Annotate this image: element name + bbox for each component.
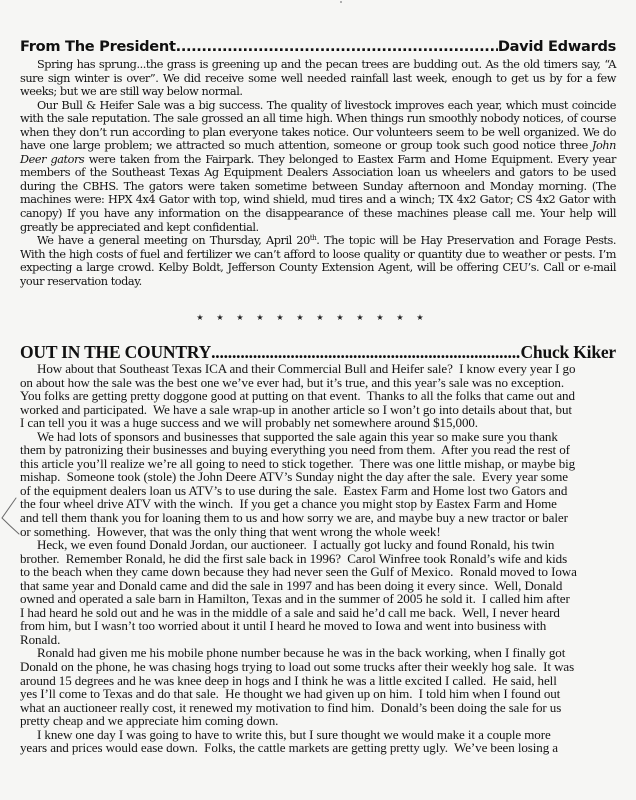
text-line: what an auctioneer really cost, it renewed my motivation to find him. Donald’s been doing the sale for us xyxy=(20,699,562,715)
text-line: that same year and Donald came and did the sale in 1997 and has been doing it every since. Well, Donald xyxy=(20,577,563,593)
paragraph xyxy=(20,99,616,234)
article-body-country xyxy=(20,362,616,755)
text-line: of the equipment dealers loan us ATV’s to use during the sale. Eastex Farm and Home lost two Gators and xyxy=(20,482,568,498)
text-line: to the beach when they came down because they had never seen the Gulf of Mexico. Ronald moved to Iowa xyxy=(20,564,577,580)
paragraph xyxy=(20,234,616,288)
text-line: pretty cheap and we appreciate him coming down. xyxy=(20,713,279,729)
text-line: years and prices would ease down. Folks, the cattle markets are getting pretty ugly. We’ve been losing a xyxy=(20,740,558,756)
star-icon: ★ xyxy=(396,313,404,322)
paragraph xyxy=(20,58,616,99)
star-icon: ★ xyxy=(216,313,224,322)
star-icon: ★ xyxy=(236,313,244,322)
text-line: Ronald had given me his mobile phone number because he was in the back working, when I finally got xyxy=(37,645,566,661)
star-icon: ★ xyxy=(316,313,324,322)
article-title: OUT IN THE COUNTRY xyxy=(20,342,212,362)
paragraph-text: Our Bull & Heifer Sale was a big success. The quality of livestock improves each year, which must coincide with the sale reputation. The sale grossed an all time high. When things run smoothly nobody notices, of course when they don’t run according to plan everyone takes notice. Our volunteers seem to be well organized. We do have one large problem; we attracted so much attention, someone or group took such good notice three xyxy=(20,98,616,153)
text-line: brother. Remember Ronald, he did the first sale back in 1996? Carol Winfree took Ronald’s wife and kids xyxy=(20,550,568,566)
star-icon: ★ xyxy=(256,313,264,322)
article-body-president xyxy=(20,58,616,288)
italic-text: John Deer gators xyxy=(20,139,616,166)
star-icon: ★ xyxy=(196,313,204,322)
article-author: David Edwards xyxy=(497,38,616,55)
text-line: on about how the sale was the best one we’ve ever had, but it’s true, and this year’s sale was no exception. xyxy=(20,374,565,390)
star-separator xyxy=(190,313,430,322)
text-line: them by patronizing their businesses and buying everything you need from them. After you read the rest of xyxy=(20,442,570,458)
paragraph xyxy=(20,430,616,538)
text-line: from him, but I wasn’t too worried about it until I heard he moved to Iowa and went into business with xyxy=(20,618,547,634)
dot-leader xyxy=(211,342,520,363)
star-icon: ★ xyxy=(276,313,284,322)
star-icon: ★ xyxy=(296,313,304,322)
paragraph-text: . The topic will be Hay Preservation and Forage Pests. With the high costs of fuel and fertilizer we can’t afford to loose quality or quantity due to weather or pests. I’m expecting a large crowd. Kelby Boldt, Jefferson County Extension Agent, will be offering CEU’s. Call or e-mail your reservation today. xyxy=(20,234,616,288)
text-line: owned and operated a sale barn in Hamilton, Texas and in the summer of 2005 he sold it. I called him after xyxy=(20,591,570,607)
text-line: I can tell you it was a huge success and we will probably net somewhere around $15,000. xyxy=(20,415,478,431)
text-line: I knew one day I was going to have to write this, but I sure thought we would make it a couple more xyxy=(37,726,551,742)
text-line: around 15 degrees and he was knee deep in hogs and I think he was a little excited I called. He said, hell xyxy=(20,672,557,688)
ordinal-suffix: th xyxy=(309,234,317,243)
text-line: You folks are getting pretty doggone good at putting on that event. Thanks to all the folks that came out and xyxy=(20,388,575,404)
text-line: I had heard he sold out and he was in the middle of a sale and said he’d call me back. Well, I never heard xyxy=(20,604,560,620)
paragraph-text: Spring has sprung...the grass is greening up and the pecan trees are budding out. As the old timers say, “A sure sign winter is over”. We did receive some well needed rainfall last week, enough to get us by for a few weeks; but we are still way below normal. xyxy=(20,58,616,99)
paragraph xyxy=(20,646,616,727)
star-icon: ★ xyxy=(376,313,384,322)
text-line: We had lots of sponsors and businesses that supported the sale again this year so make sure you thank xyxy=(37,428,558,444)
paragraph-text: were taken from the Fairpark. They belonged to Eastex Farm and Home Equipment. Every year members of the Southeast Texas Ag Equipment Dealers Association loan us wheelers and gators to be used during the CBHS. The gators were taken sometime between Sunday afternoon and Monday morning. (The machines were: HPX 4x4 Gator with top, wind shield, mud tires and a winch; TX 4x2 Gator; CS 4x2 Gator with canopy) If you have any information on the disappearance of these machines please call me. Your help will greatly be appreciated and kept confidential. xyxy=(20,152,616,234)
article-heading-country xyxy=(20,342,616,363)
margin-annotation-mark xyxy=(0,496,22,542)
text-line: Ronald. xyxy=(20,631,61,647)
text-line: worked and participated. We have a sale wrap-up in another article so I won’t go into details about that, but xyxy=(20,401,572,417)
text-line: the four wheel drive ATV with the winch. If you get a chance you might stop by Eastex Farm and Home xyxy=(20,496,557,512)
scan-speck xyxy=(340,1,342,3)
text-line: this article you’ll realize we’re all going to need to stick together. There was one little mishap, or maybe big xyxy=(20,455,576,471)
paragraph xyxy=(20,362,616,430)
text-line: Heck, we even found Donald Jordan, our auctioneer. I actually got lucky and found Ronald, his twin xyxy=(37,537,555,553)
article-title: From The President xyxy=(20,38,176,55)
paragraph xyxy=(20,728,616,755)
dot-leader xyxy=(176,38,498,55)
text-line: yes I’ll come to Texas and do that sale. He thought we had given up on him. I told him when I found out xyxy=(20,686,561,702)
text-line: mishap. Someone took (stole) the John Deere ATV’s Sunday night the day after the sale. Every year some xyxy=(20,469,568,485)
text-line: Donald on the phone, he was chasing hogs trying to load out some trucks after their weekly hog sale. It was xyxy=(20,659,575,675)
article-author: Chuck Kiker xyxy=(520,342,616,362)
text-line: or something. However, that was the only thing that went wrong the whole week! xyxy=(20,523,441,539)
paragraph-text: We have a general meeting on Thursday, April 20 xyxy=(37,234,310,248)
text-line: How about that Southeast Texas ICA and their Commercial Bull and Heifer sale? I know every year I go xyxy=(37,361,576,376)
text-line: and tell them thank you for loaning them to us and how sorry we are, and maybe buy a new tractor or baler xyxy=(20,510,568,526)
star-icon: ★ xyxy=(336,313,344,322)
star-icon: ★ xyxy=(356,313,364,322)
paragraph xyxy=(20,538,616,646)
article-heading-president xyxy=(20,38,616,55)
star-icon: ★ xyxy=(416,313,424,322)
